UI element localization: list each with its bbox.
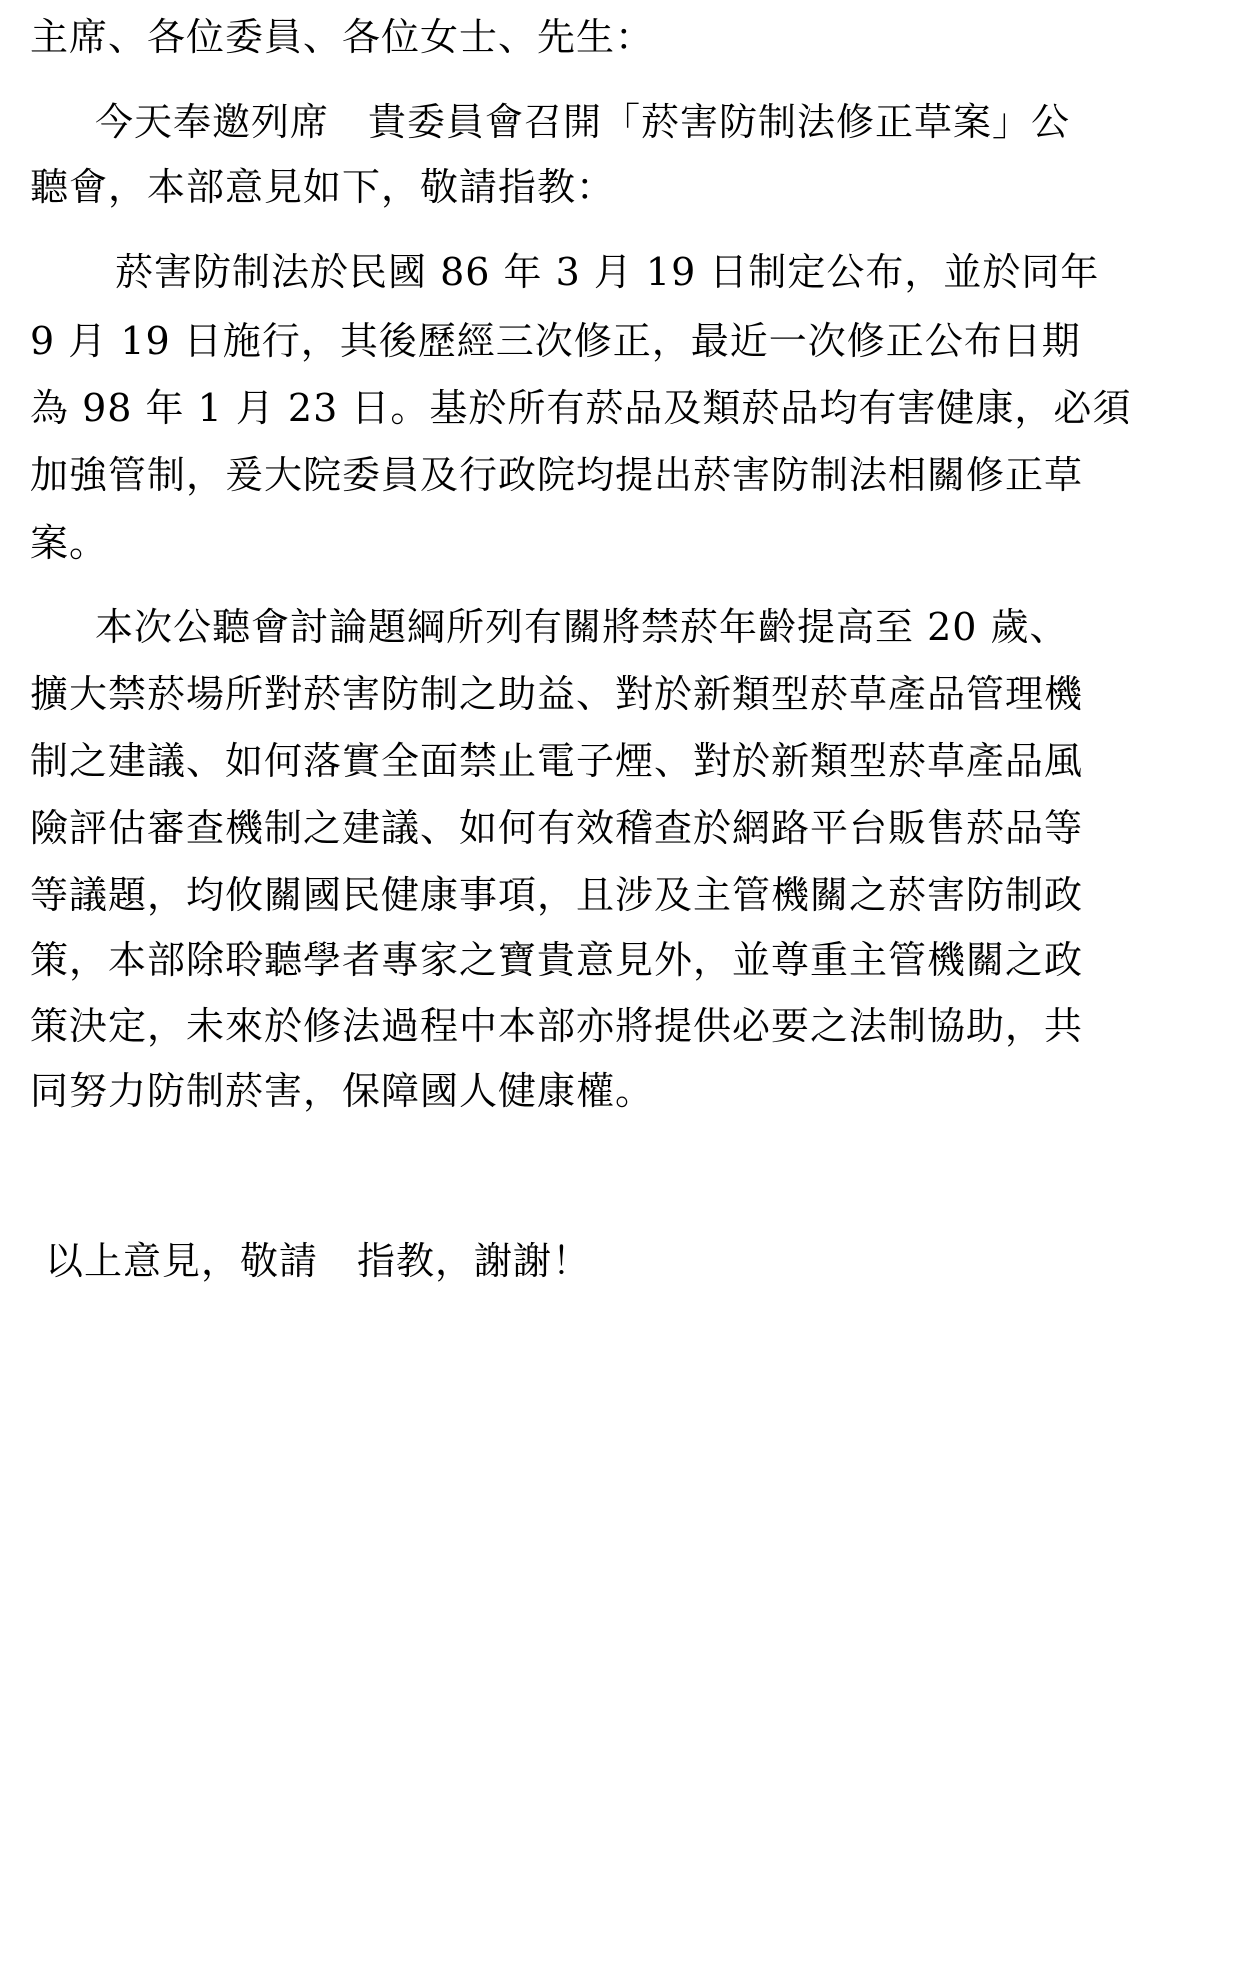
- paragraph3-line-7: 策決定，未來於修法過程中本部亦將提供必要之法制協助，共: [30, 1004, 1084, 1048]
- paragraph2-line-5: 案。: [30, 521, 109, 565]
- paragraph2-line-3: 為 98 年 1 月 23 日。基於所有菸品及類菸品均有害健康，必須: [30, 386, 1132, 430]
- paragraph3-line-4: 險評估審查機制之建議、如何有效稽查於網路平台販售菸品等: [30, 806, 1084, 850]
- paragraph2-line-2: 9 月 19 日施行，其後歷經三次修正，最近一次修正公布日期: [30, 319, 1081, 363]
- paragraph3-line-8: 同努力防制菸害，保障國人健康權。: [30, 1069, 655, 1113]
- paragraph3-line-5: 等議題，均攸關國民健康事項，且涉及主管機關之菸害防制政: [30, 873, 1084, 917]
- paragraph1-line-2: 聽會，本部意見如下，敬請指教：: [30, 165, 616, 209]
- closing: 以上意見，敬請 指教，謝謝！: [45, 1239, 592, 1283]
- paragraph3-line-6: 策，本部除聆聽學者專家之寶貴意見外，並尊重主管機關之政: [30, 938, 1084, 982]
- paragraph3-line-3: 制之建議、如何落實全面禁止電子煙、對於新類型菸草產品風: [30, 739, 1084, 783]
- paragraph1-line-1: 今天奉邀列席 貴委員會召開「菸害防制法修正草案」公: [95, 100, 1071, 144]
- paragraph2-line-4: 加強管制，爰大院委員及行政院均提出菸害防制法相關修正草: [30, 453, 1084, 497]
- salutation: 主席、各位委員、各位女士、先生：: [30, 15, 655, 59]
- paragraph3-line-1: 本次公聽會討論題綱所列有關將禁菸年齡提高至 20 歲、: [95, 605, 1069, 649]
- paragraph2-line-1: 菸害防制法於民國 86 年 3 月 19 日制定公布，並於同年: [115, 250, 1100, 294]
- paragraph3-line-2: 擴大禁菸場所對菸害防制之助益、對於新類型菸草產品管理機: [30, 672, 1084, 716]
